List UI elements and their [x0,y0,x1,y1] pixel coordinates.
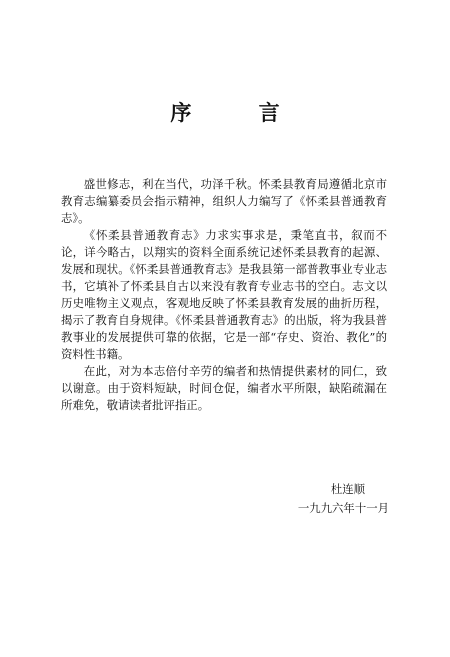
paragraph-3: 在此，对为本志倍付辛劳的编者和热情提供素材的同仁，致以谢意。由于资料短缺，时间仓促，编者水平所限，缺陷疏漏在所难免，敬请读者批评指正。 [61,364,387,412]
paragraph-2: 《怀柔县普通教育志》力求实事求是，秉笔直书，叙而不论，详今略古，以翔实的资料全面系统记述怀柔县教育的起源、发展和现状。《怀柔县普通教育志》是我县第一部普教事业专业志书，它填补了怀柔县自古以来没有教育专业志书的空白。志文以历史唯物主义观点，客观地反映了怀柔县教育发展的曲折历程，揭示了教育自身规律。《怀柔县普通教育志》的出版，将为我县普教事业的发展提供可靠的依据，它是一部“存史、资治、教化”的资料性书籍。 [61,228,387,361]
paragraph-1: 盛世修志，利在当代，功泽千秋。怀柔县教育局遵循北京市教育志编纂委员会指示精神，组织人力编写了《怀柔县普通教育志》。 [61,177,387,225]
signature-date: 一九九六年十一月 [297,501,389,515]
signature-author: 杜连顺 [330,482,365,496]
signature-block [298,480,389,518]
page-title: 序 言 [170,101,310,125]
preface-body [61,176,387,414]
